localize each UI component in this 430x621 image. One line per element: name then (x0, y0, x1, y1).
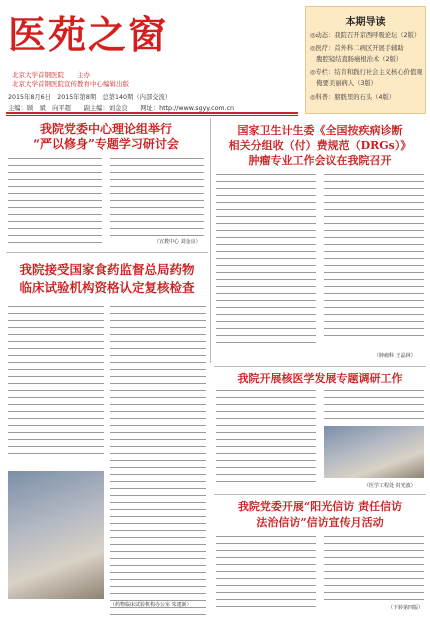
survey-photo (324, 426, 424, 478)
column-divider (210, 118, 211, 363)
contents-box (305, 6, 426, 114)
article-byline: （药物临床试验机构办公室 朱建新） (110, 602, 192, 608)
section-divider (214, 494, 426, 495)
article-headline: 国家卫生计生委《全国按疾病诊断 (237, 124, 403, 137)
contents-item[interactable]: ◎科普：膀胱里的石头（4版） (310, 94, 396, 101)
article-drug-trial-inspection (6, 256, 208, 611)
contents-item[interactable]: ◎动态：我院召开京西呼吸论坛（2版） (310, 32, 421, 39)
section-divider (214, 366, 426, 367)
article-drgs-meeting (214, 118, 426, 363)
article-byline: （肿瘤科 王晶林） (374, 353, 416, 359)
article-headline: 临床试验机构资格认定复核检查 (19, 280, 195, 295)
article-continuation: （下转第四版） (388, 605, 424, 611)
article-body (110, 158, 204, 242)
newspaper-title: 医苑之窗 (8, 12, 169, 57)
host-line-1: 北京大学首钢医院 主办 (12, 71, 90, 79)
masthead-divider-thin (6, 115, 298, 116)
article-headline: 我院开展核医学发展专题调研工作 (237, 372, 403, 385)
article-byline: （宣教中心 刘金良） (154, 239, 201, 245)
inspection-photo (8, 471, 104, 599)
article-headline: 肿瘤专业工作会议在我院召开 (248, 154, 392, 167)
article-body (8, 306, 104, 460)
article-body (324, 174, 424, 342)
article-body (110, 306, 206, 621)
publisher-info (12, 71, 129, 89)
masthead-divider (6, 112, 298, 114)
article-byline: （医学工程处 封光波） (364, 483, 416, 489)
article-body (324, 536, 424, 606)
contents-title: 本期导读 (345, 17, 386, 28)
article-headline: 我院接受国家食药监督总局药物 (19, 262, 195, 277)
contents-item[interactable]: ◎医疗：首外科二病区开展手辅助 (310, 45, 404, 52)
article-theory-study (6, 118, 206, 248)
issue-info: 2015年8月6日 2015年第8期 总第140期（内部交流） (8, 94, 172, 101)
article-headline: 我院党委中心理论组举行 (39, 122, 172, 136)
article-body (324, 390, 424, 425)
contents-item[interactable]: 俺要美丽病人（3版） (310, 80, 377, 87)
article-headline: “严以修身”专题学习研讨会 (33, 137, 179, 151)
contents-item[interactable]: 腹腔镜结直肠癌根治术（2版） (310, 56, 403, 63)
article-headline: 我院党委开展“阳光信访 责任信访 (237, 500, 403, 513)
article-body (216, 390, 316, 488)
article-body (216, 536, 316, 613)
article-body (216, 174, 316, 349)
editor-info: 主编：顾 斌 向平超 副主编：刘金良 网址：http://www.sgyy.com.cn (8, 105, 235, 112)
article-headline: 法治信访”信访宣传月活动 (256, 516, 384, 529)
article-nuclear-medicine-survey (214, 368, 426, 493)
article-headline: 相关分组收（付）费规范（DRGs）》 (228, 139, 412, 152)
article-petition-month (214, 496, 426, 614)
host-line-2: 北京大学首钢医院宣传教育中心编辑出版 (12, 80, 129, 88)
contents-item[interactable]: ◎专栏：结肯和践行社会主义核心价值观 (310, 69, 423, 76)
section-divider (6, 252, 208, 253)
article-body (8, 158, 102, 249)
